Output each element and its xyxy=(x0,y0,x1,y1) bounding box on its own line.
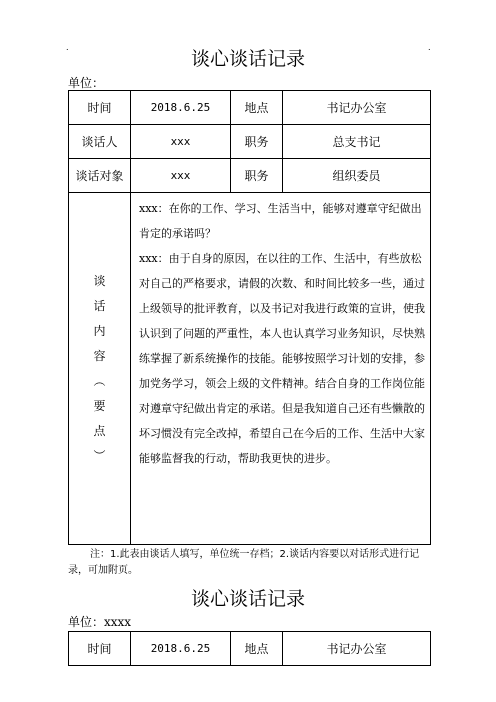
place-value: 书记办公室 xyxy=(283,632,431,666)
interviewee-label: 谈话对象 xyxy=(69,159,131,193)
place-label: 地点 xyxy=(231,91,283,125)
content-paragraph: xxx：在你的工作、学习、生活当中，能够对遵章守纪做出肯定的承诺吗？ xyxy=(139,202,422,240)
record-title: 谈心谈话记录 xyxy=(190,48,305,70)
page-mark-right: . xyxy=(428,43,431,52)
content-label-char: 容 xyxy=(93,348,106,363)
page-mark-left: . xyxy=(66,43,69,52)
interviewer-value: xxx xyxy=(131,125,231,159)
row-content xyxy=(69,193,431,545)
content-label-char: 谈 xyxy=(93,273,106,288)
record-table xyxy=(68,90,431,545)
record-table xyxy=(68,631,431,666)
content-label-char: 点 xyxy=(93,423,106,438)
interviewee-value: xxx xyxy=(131,159,231,193)
interviewer-post-value: 总支书记 xyxy=(283,125,431,159)
time-label: 时间 xyxy=(69,91,131,125)
record-title: 谈心谈话记录 xyxy=(190,588,305,610)
place-value: 书记办公室 xyxy=(283,91,431,125)
interviewer-label: 谈话人 xyxy=(69,125,131,159)
unit-label: 单位： xyxy=(68,76,105,90)
interviewee-post-label: 职务 xyxy=(231,159,283,193)
content-label-char: 要 xyxy=(93,398,106,413)
content-label-char: ︶ xyxy=(93,448,106,463)
content-label xyxy=(69,193,131,545)
footnote: 注：1.此表由谈话人填写，单位统一存档；2.谈话内容要以对话形式进行记录，可加附页。 xyxy=(68,549,420,576)
row-time xyxy=(69,91,431,125)
time-value: 2018.6.25 xyxy=(131,91,231,125)
row-interviewer xyxy=(69,125,431,159)
interviewer-post-label: 职务 xyxy=(231,125,283,159)
content-label-char: 内 xyxy=(93,323,106,338)
content-text xyxy=(131,193,431,545)
place-label: 地点 xyxy=(231,632,283,666)
time-value: 2018.6.25 xyxy=(131,632,231,666)
row-time xyxy=(69,632,431,666)
interviewee-post-value: 组织委员 xyxy=(283,159,431,193)
time-label: 时间 xyxy=(69,632,131,666)
row-interviewee xyxy=(69,159,431,193)
content-label-char: ︵ xyxy=(93,373,106,388)
content-label-char: 话 xyxy=(93,298,106,313)
content-paragraph: xxx：由于自身的原因，在以往的工作、生活中，有些放松对自己的严格要求，请假的次数、和时间比较多一些，通过上级领导的批评教育，以及书记对我进行政策的宣讲，使我认识到了问题的严重性，本人也认真学习业务知识，尽快熟练掌握了新系统操作的技能。能够按照学习计划的安排，参加党务学习，领会上级的文件精神。结合自身的工作岗位能对遵章守纪做出肯定的承诺。但是我知道自己还有些懒散的坏习惯没有完全改掉，希望自己在今后的工作、生活中大家能够监督我的行动，帮助我更快的进步。 xyxy=(139,252,425,465)
unit-label: 单位：xxxx xyxy=(68,615,132,629)
